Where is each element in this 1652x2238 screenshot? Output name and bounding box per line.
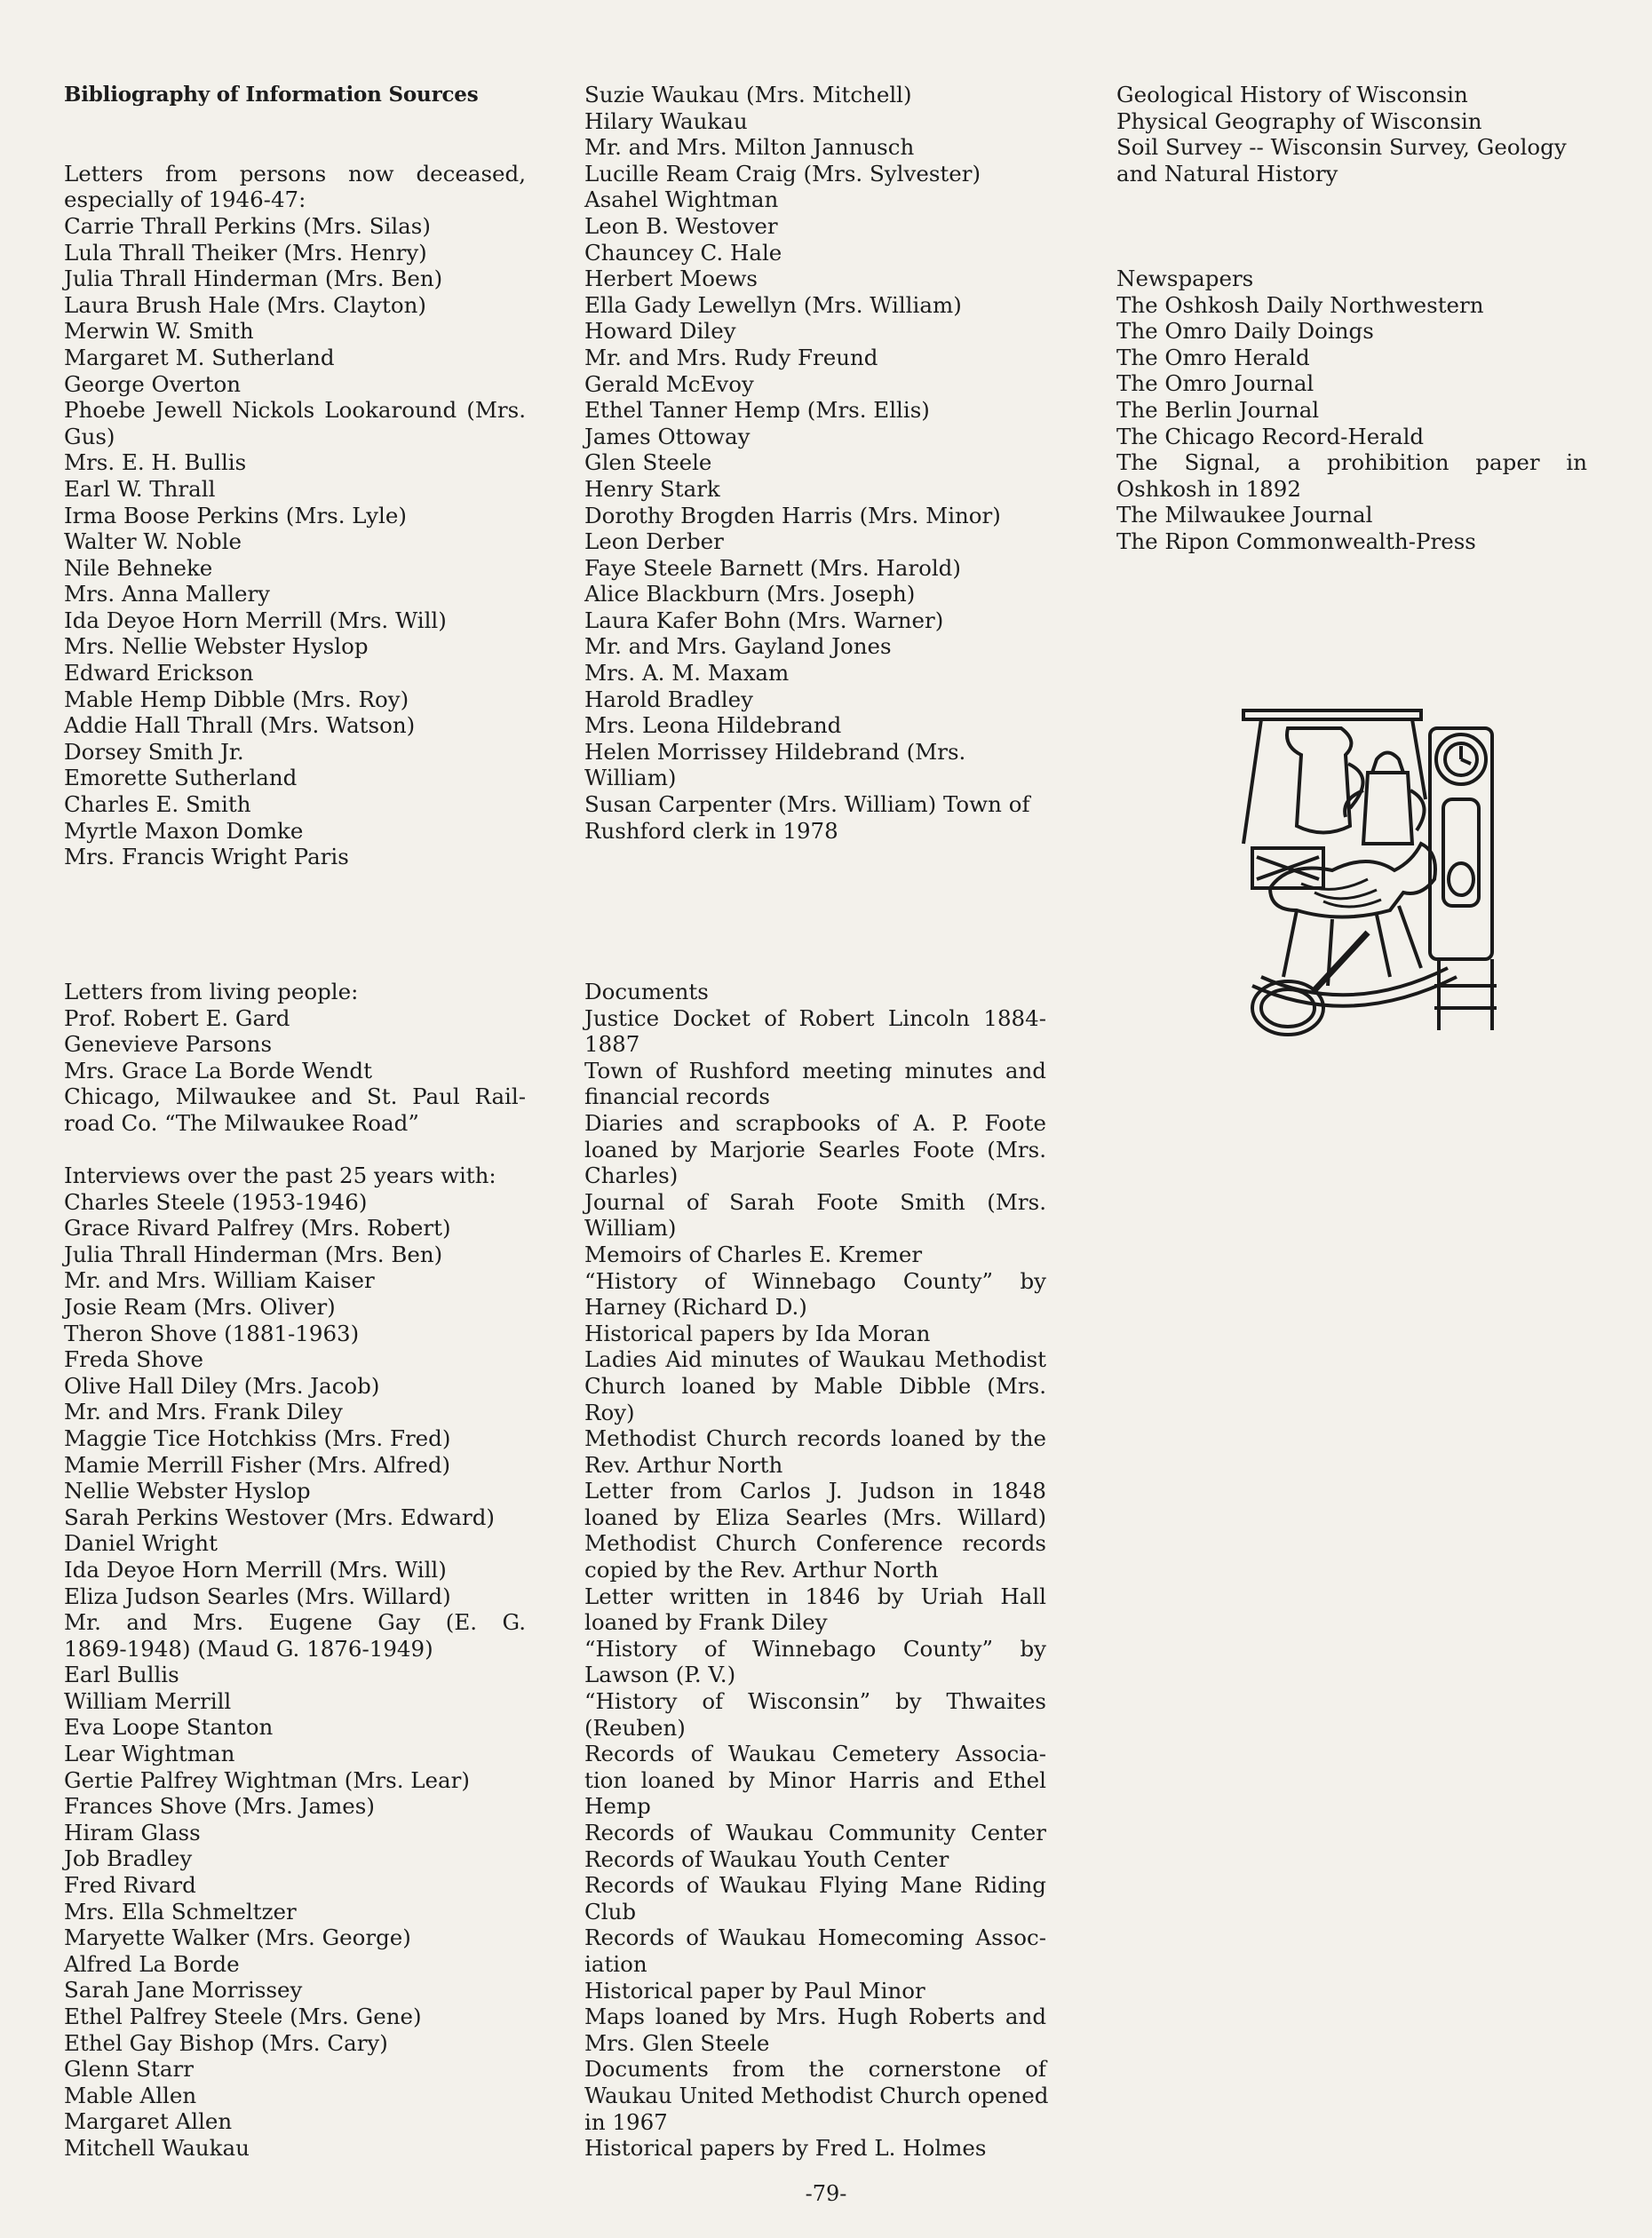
list-item: Mrs. Nellie Webster Hyslop — [64, 633, 369, 660]
document-entry: loaned by Frank Diley — [584, 1609, 828, 1636]
list-item: Charles Steele (1953-1946) — [64, 1188, 368, 1215]
list-item: Alfred La Borde — [64, 1950, 240, 1977]
document-entry: Mrs. Glen Steele — [584, 2029, 770, 2056]
document-entry: Historical papers by Ida Moran — [584, 1320, 931, 1346]
list-item: Ethel Gay Bishop (Mrs. Cary) — [64, 2029, 388, 2056]
list-item: Eliza Judson Searles (Mrs. Willard) — [64, 1583, 451, 1609]
newspaper-entry: The Signal, a prohibition paper in — [1116, 449, 1587, 476]
list-item: Dorothy Brogden Harris (Mrs. Minor) — [584, 502, 1001, 528]
list-item: Mr. and Mrs. William Kaiser — [64, 1267, 375, 1294]
list-item: Olive Hall Diley (Mrs. Jacob) — [64, 1372, 380, 1399]
list-item: and Natural History — [1116, 160, 1338, 186]
document-entry: Justice Docket of Robert Lincoln 1884- — [584, 1004, 1046, 1031]
list-item: Mable Hemp Dibble (Mrs. Roy) — [64, 686, 409, 712]
list-item: Mable Allen — [64, 2082, 197, 2108]
list-item: 1869-1948) (Maud G. 1876-1949) — [64, 1635, 433, 1662]
list-item: Gus) — [64, 423, 115, 449]
list-item: Chicago, Milwaukee and St. Paul Rail- — [64, 1083, 526, 1110]
list-item: road Co. “The Milwaukee Road” — [64, 1109, 419, 1136]
document-entry: Records of Waukau Youth Center — [584, 1845, 949, 1872]
list-item: Faye Steele Barnett (Mrs. Harold) — [584, 554, 961, 581]
list-item: Merwin W. Smith — [64, 318, 254, 345]
list-item: Leon Derber — [584, 528, 724, 555]
list-item: Theron Shove (1881-1963) — [64, 1320, 360, 1346]
list-item: James Ottoway — [584, 423, 751, 449]
geology-sources-list — [1116, 82, 1587, 186]
list-item: Earl W. Thrall — [64, 475, 216, 502]
document-entry: Charles) — [584, 1163, 679, 1189]
list-item: William Merrill — [64, 1687, 232, 1714]
newspaper-entry: The Ripon Commonwealth-Press — [1116, 528, 1476, 554]
list-item: Emorette Sutherland — [64, 765, 298, 791]
document-entry: copied by the Rev. Arthur North — [584, 1557, 939, 1583]
list-item: Henry Stark — [584, 475, 720, 502]
list-item: Mr. and Mrs. Rudy Freund — [584, 344, 878, 370]
list-item: Harold Bradley — [584, 686, 753, 712]
list-item: Hiram Glass — [64, 1819, 201, 1845]
list-item: Julia Thrall Hinderman (Mrs. Ben) — [64, 266, 443, 292]
list-item: Howard Diley — [584, 318, 736, 345]
list-item: Glenn Starr — [64, 2056, 194, 2083]
document-entry: Memoirs of Charles E. Kremer — [584, 1241, 923, 1267]
document-entry: financial records — [584, 1083, 770, 1110]
list-item: Ethel Palfrey Steele (Mrs. Gene) — [64, 2004, 422, 2029]
list-item: Mr. and Mrs. Gayland Jones — [584, 633, 892, 660]
list-item: Gertie Palfrey Wightman (Mrs. Lear) — [64, 1766, 470, 1793]
list-item: Laura Brush Hale (Mrs. Clayton) — [64, 291, 426, 318]
list-item: Mrs. E. H. Bullis — [64, 449, 247, 476]
list-item: Herbert Moews — [584, 266, 758, 292]
document-entry: William) — [584, 1215, 677, 1242]
document-entry: (Reuben) — [584, 1714, 686, 1741]
document-entry: Diaries and scrapbooks of A. P. Foote — [584, 1109, 1046, 1136]
list-item: Nellie Webster Hyslop — [64, 1478, 311, 1504]
intro-line: Letters from persons now deceased, — [64, 160, 526, 186]
interviews-list — [64, 1163, 526, 2162]
list-item: Grace Rivard Palfrey (Mrs. Robert) — [64, 1215, 451, 1242]
antique-household-items-illustration — [1235, 693, 1519, 1048]
document-entry: iation — [584, 1950, 647, 1977]
list-item: Julia Thrall Hinderman (Mrs. Ben) — [64, 1241, 443, 1267]
list-item: Ida Deyoe Horn Merrill (Mrs. Will) — [64, 607, 447, 633]
list-item: Frances Shove (Mrs. James) — [64, 1793, 375, 1820]
list-item: Interviews over the past 25 years with: — [64, 1163, 496, 1188]
list-item: Mrs. Francis Wright Paris — [64, 844, 349, 870]
column-2 — [584, 82, 1049, 2162]
newspaper-entry: The Omro Journal — [1116, 370, 1314, 397]
list-item: Hilary Waukau — [584, 107, 748, 134]
document-entry: loaned by Marjorie Searles Foote (Mrs. — [584, 1136, 1046, 1163]
document-entry: Journal of Sarah Foote Smith (Mrs. — [584, 1188, 1046, 1215]
newspaper-entry: The Berlin Journal — [1116, 396, 1320, 423]
list-item: Mr. and Mrs. Frank Diley — [64, 1399, 343, 1425]
newspaper-entry: Oshkosh in 1892 — [1116, 475, 1301, 502]
list-item: Asahel Wightman — [584, 186, 779, 213]
document-entry: Records of Waukau Community Center — [584, 1820, 1046, 1845]
document-entry: Ladies Aid minutes of Waukau Methodist — [584, 1346, 1046, 1373]
list-item: Letters from living people: — [64, 979, 359, 1004]
list-item: Laura Kafer Bohn (Mrs. Warner) — [584, 607, 944, 633]
list-item: Mrs. A. M. Maxam — [584, 660, 790, 686]
list-item: Mrs. Anna Mallery — [64, 581, 271, 607]
document-entry: Rev. Arthur North — [584, 1451, 783, 1478]
list-item: Lula Thrall Theiker (Mrs. Henry) — [64, 239, 427, 266]
list-item: Mrs. Ella Schmeltzer — [64, 1898, 297, 1925]
document-entry: Records of Waukau Cemetery Associa- — [584, 1741, 1046, 1767]
document-entry: Waukau United Methodist Church opened — [584, 2082, 1049, 2108]
list-item: Daniel Wright — [64, 1530, 218, 1557]
list-item: Sarah Perkins Westover (Mrs. Edward) — [64, 1504, 495, 1530]
list-item: Chauncey C. Hale — [584, 239, 782, 266]
list-item: Alice Blackburn (Mrs. Joseph) — [584, 581, 916, 607]
list-item: Myrtle Maxon Domke — [64, 817, 304, 844]
document-entry: Letter written in 1846 by Uriah Hall — [584, 1583, 1046, 1609]
list-item: Charles E. Smith — [64, 791, 251, 818]
list-item: Irma Boose Perkins (Mrs. Lyle) — [64, 502, 407, 528]
list-item: Mrs. Leona Hildebrand — [584, 712, 842, 739]
list-item: Lucille Ream Craig (Mrs. Sylvester) — [584, 160, 981, 186]
list-item: Nile Behneke — [64, 554, 213, 581]
list-item: Josie Ream (Mrs. Oliver) — [64, 1293, 336, 1320]
document-entry: “History of Winnebago County” by — [584, 1635, 1046, 1662]
list-item: Prof. Robert E. Gard — [64, 1004, 290, 1031]
deceased-list — [64, 213, 526, 870]
list-item: Mrs. Grace La Borde Wendt — [64, 1057, 372, 1083]
living-people-list — [64, 979, 526, 1137]
newspaper-entry: The Oshkosh Daily Northwestern — [1116, 291, 1484, 318]
document-entry: Documents from the cornerstone of — [584, 2056, 1046, 2083]
list-item: Physical Geography of Wisconsin — [1116, 107, 1482, 134]
document-entry: in 1967 — [584, 2108, 668, 2135]
document-entry: Methodist Church Conference records — [584, 1530, 1046, 1557]
list-item: Geological History of Wisconsin — [1116, 82, 1468, 107]
document-entry: Records of Waukau Flying Mane Riding — [584, 1872, 1046, 1899]
document-entry: Church loaned by Mable Dibble (Mrs. — [584, 1372, 1046, 1399]
list-item: Helen Morrissey Hildebrand (Mrs. — [584, 738, 966, 765]
list-item: Mr. and Mrs. Eugene Gay (E. G. — [64, 1609, 526, 1636]
list-item: Walter W. Noble — [64, 528, 242, 555]
list-item: Sarah Jane Morrissey — [64, 1977, 303, 2004]
list-item: Leon B. Westover — [584, 212, 778, 239]
column-3 — [1116, 82, 1587, 554]
list-item: Fred Rivard — [64, 1872, 196, 1899]
list-item: George Overton — [64, 370, 242, 397]
column-1 — [64, 82, 526, 2161]
document-entry: Methodist Church records loaned by the — [584, 1425, 1046, 1452]
list-item: Soil Survey -- Wisconsin Survey, Geology — [1116, 134, 1567, 161]
newspaper-entry: The Omro Herald — [1116, 344, 1310, 370]
document-entry: Harney (Richard D.) — [584, 1294, 807, 1321]
document-entry: “History of Winnebago County” by — [584, 1267, 1046, 1294]
list-item: Maryette Walker (Mrs. George) — [64, 1925, 411, 1951]
list-item: Ethel Tanner Hemp (Mrs. Ellis) — [584, 397, 930, 424]
list-item: Phoebe Jewell Nickols Lookaround (Mrs. — [64, 397, 526, 424]
document-entry: “History of Wisconsin” by Thwaites — [584, 1688, 1046, 1715]
list-item: Freda Shove — [64, 1346, 203, 1373]
newspapers-list — [1116, 266, 1587, 555]
list-item: Mamie Merrill Fisher (Mrs. Alfred) — [64, 1451, 451, 1478]
newspaper-entry: The Milwaukee Journal — [1116, 502, 1373, 528]
documents-list — [584, 979, 1049, 2162]
list-item: Dorsey Smith Jr. — [64, 738, 244, 765]
list-item: Margaret M. Sutherland — [64, 344, 335, 370]
list-item: Mr. and Mrs. Milton Jannusch — [584, 134, 915, 161]
document-entry: Letter from Carlos J. Judson in 1848 — [584, 1478, 1046, 1504]
page-number: -79- — [805, 2181, 847, 2206]
list-item: Job Bradley — [64, 1845, 193, 1872]
document-entry: Hemp — [584, 1793, 651, 1820]
document-entry: Documents — [584, 979, 709, 1004]
list-item: Eva Loope Stanton — [64, 1714, 274, 1741]
list-item: Rushford clerk in 1978 — [584, 817, 838, 844]
list-item: Lear Wightman — [64, 1741, 235, 1767]
newspaper-entry: The Chicago Record-Herald — [1116, 423, 1425, 449]
intro-line: especially of 1946-47: — [64, 186, 306, 213]
list-item: Addie Hall Thrall (Mrs. Watson) — [64, 712, 416, 739]
list-item: Maggie Tice Hotchkiss (Mrs. Fred) — [64, 1425, 451, 1451]
bibliography-heading: Bibliography of Information Sources — [64, 83, 479, 107]
document-entry: Roy) — [584, 1399, 635, 1425]
newspaper-entry: The Omro Daily Doings — [1116, 318, 1374, 345]
list-item: Glen Steele — [584, 449, 712, 476]
list-item: Ida Deyoe Horn Merrill (Mrs. Will) — [64, 1556, 447, 1583]
document-entry: Club — [584, 1898, 637, 1925]
list-item: Margaret Allen — [64, 2108, 233, 2135]
document-entry: Historical papers by Fred L. Holmes — [584, 2135, 987, 2162]
document-entry: Historical paper by Paul Minor — [584, 1977, 925, 2004]
list-item: Genevieve Parsons — [64, 1031, 273, 1058]
list-item: William) — [584, 765, 677, 791]
document-entry: Maps loaned by Mrs. Hugh Roberts and — [584, 2004, 1046, 2030]
list-item: Earl Bullis — [64, 1662, 179, 1688]
list-item: Ella Gady Lewellyn (Mrs. William) — [584, 291, 962, 318]
list-item: Gerald McEvoy — [584, 370, 754, 397]
document-entry: tion loaned by Minor Harris and Ethel — [584, 1766, 1046, 1793]
deceased-intro — [64, 161, 526, 213]
newspaper-entry: Newspapers — [1116, 266, 1254, 291]
list-item: Mitchell Waukau — [64, 2134, 250, 2161]
list-item: Edward Erickson — [64, 660, 254, 686]
document-entry: 1887 — [584, 1031, 640, 1058]
names-continued-list — [584, 82, 1046, 844]
list-item: Susan Carpenter (Mrs. William) Town of — [584, 791, 1030, 818]
document-entry: Lawson (P. V.) — [584, 1662, 736, 1688]
document-entry: Records of Waukau Homecoming Assoc- — [584, 1925, 1046, 1951]
list-item: Suzie Waukau (Mrs. Mitchell) — [584, 82, 912, 107]
list-item: Carrie Thrall Perkins (Mrs. Silas) — [64, 212, 431, 239]
document-entry: loaned by Eliza Searles (Mrs. Willard) — [584, 1504, 1046, 1530]
document-entry: Town of Rushford meeting minutes and — [584, 1057, 1046, 1083]
